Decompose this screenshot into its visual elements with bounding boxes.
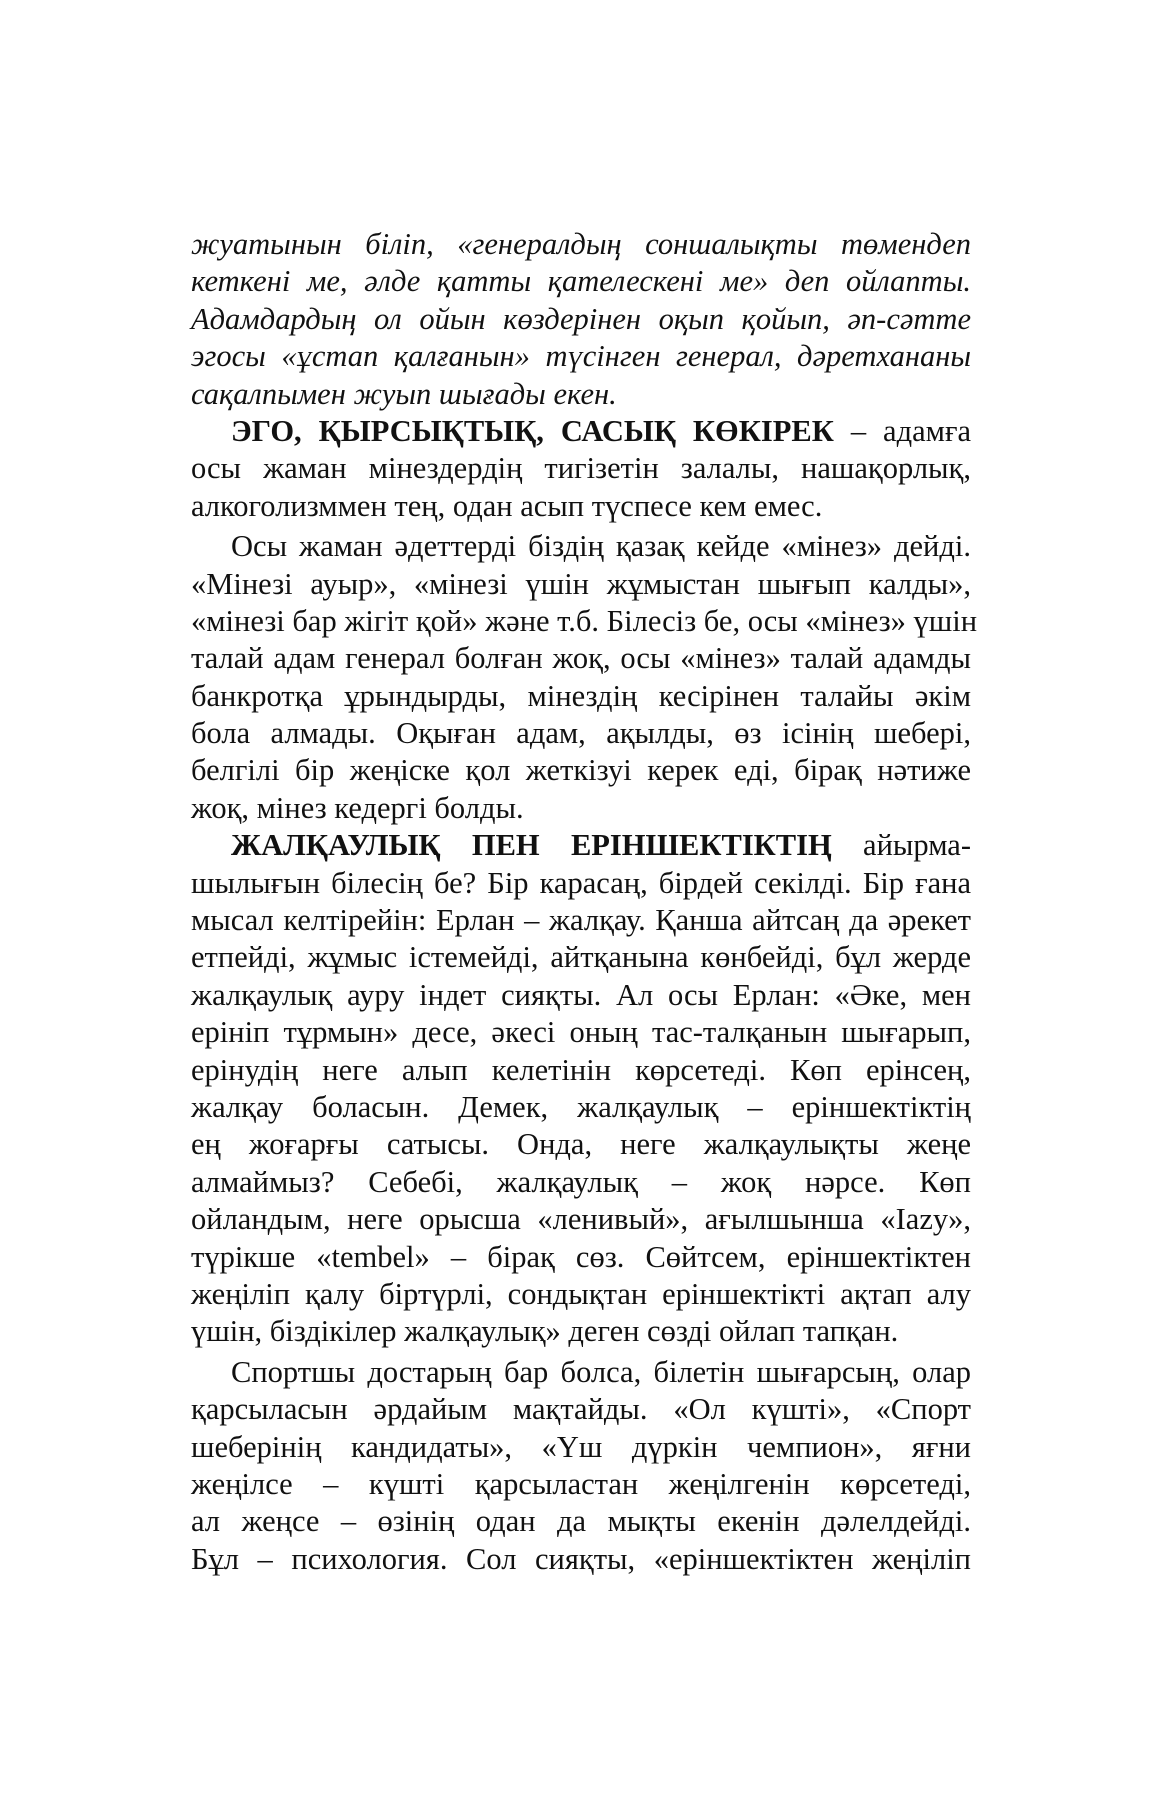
text-line: банкротқа ұрындырды, мінездің кесірінен талайы әкім [191,678,971,713]
text-line [191,827,971,864]
text-line: талай адам генерал болған жоқ, осы «мінез» талай адамды [191,641,971,676]
text-line: «Мінезі ауыр», «мінезі үшін жұмыстан шығып калды», [191,566,971,601]
text-line: алмаймыз? Себебі, жалқаулық – жоқ нәрсе. Көп [191,1164,971,1199]
text-line: осы жаман мінездердің тигізетін залалы, нашақорлық, [191,451,971,486]
text-line: Спортшы достарың бар болса, білетін шығарсың, олар [231,1354,971,1389]
paragraph-ego [191,413,971,525]
text-line: ал жеңсе – өзінің одан да мықты екенін дәлелдейді. [191,1504,971,1539]
paragraph-italic-intro [191,226,971,413]
bold-heading: ЭГО, ҚЫРСЫҚТЫҚ, САСЫҚ КӨКІРЕК [231,413,834,448]
text-line: шылығын білесің бе? Бір карасаң, бірдей секілді. Бір ғана [191,865,971,900]
page-body [191,226,978,1578]
paragraph-minez [191,528,978,827]
text-line: «мінезі бар жігіт қой» және т.б. Білесіз бе, осы «мінез» үшін [191,603,978,638]
text-line: Адамдардың ол ойын көздерінен оқып қойып, әп-сәтте [191,301,971,336]
text-line: ерініп тұрмын» десе, әкесі оның тас-талқанын шығарып, [191,1015,971,1050]
lead-rest: – адамға [833,413,971,448]
bold-heading: ЖАЛҚАУЛЫҚ ПЕН ЕРІНШЕКТІКТІҢ [231,828,832,863]
text-line: үшін, біздікілер жалқаулық» деген сөзді ойлап тапқан. [191,1314,899,1349]
text-line: жеңіліп қалу біртүрлі, сондықтан еріншектікті ақтап алу [191,1276,971,1311]
text-line [191,413,971,450]
text-line: жоқ, мінез кедергі болды. [191,790,524,825]
text-line: кеткені ме, әлде қатты қателескені ме» деп ойлапты. [191,264,971,299]
text-line: мысал келтірейін: Ерлан – жалқау. Қанша айтсаң да әрекет [191,903,971,938]
paragraph-sport [191,1354,971,1578]
text-line: Бұл – психология. Сол сияқты, «еріншектіктен жеңіліп [191,1541,971,1576]
text-line: белгілі бір жеңіске қол жеткізуі керек еді, бірақ нәтиже [191,753,971,788]
text-line: жеңілсе – күшті қарсыластан жеңілгенін көрсетеді, [191,1466,971,1501]
paragraph-zhalkaulyk [191,827,971,1350]
text-line: ойландым, неге орысша «ленивый», ағылшынша «Iazy», [191,1202,971,1237]
text-line: сақалпымен жуып шығады екен. [191,376,617,411]
text-line: шеберінің кандидаты», «Үш дүркін чемпион», яғни [191,1429,971,1464]
text-line: алкоголизммен тең, одан асып түспесе кем емес. [191,488,823,523]
text-line: ерінудің неге алып келетінін көрсетеді. Көп ерінсең, [191,1052,971,1087]
text-line: Осы жаман әдеттерді біздің қазақ кейде «мінез» дейді. [231,529,971,564]
lead-rest: айырма- [831,828,971,863]
text-line: ең жоғарғы сатысы. Онда, неге жалқаулықты жеңе [191,1127,971,1162]
text-line: түрікше «tembel» – бірақ сөз. Сөйтсем, еріншектіктен [191,1239,971,1274]
text-line: жуатынын біліп, «генералдың соншалықты төмендеп [191,227,971,261]
text-line: эгосы «ұстап қалғанын» түсінген генерал, дәретхананы [191,339,971,374]
text-line: қарсыласын әрдайым мақтайды. «Ол күшті», «Спорт [191,1392,971,1427]
text-line: жалқау боласын. Демек, жалқаулық – еріншектіктің [191,1089,971,1124]
text-line: жалқаулық ауру індет сияқты. Ал осы Ерлан: «Әке, мен [191,977,971,1012]
text-line: бола алмады. Оқыған адам, ақылды, өз ісінің шебері, [191,716,971,751]
text-line: етпейді, жұмыс істемейді, айтқанына көнбейді, бұл жерде [191,940,971,975]
